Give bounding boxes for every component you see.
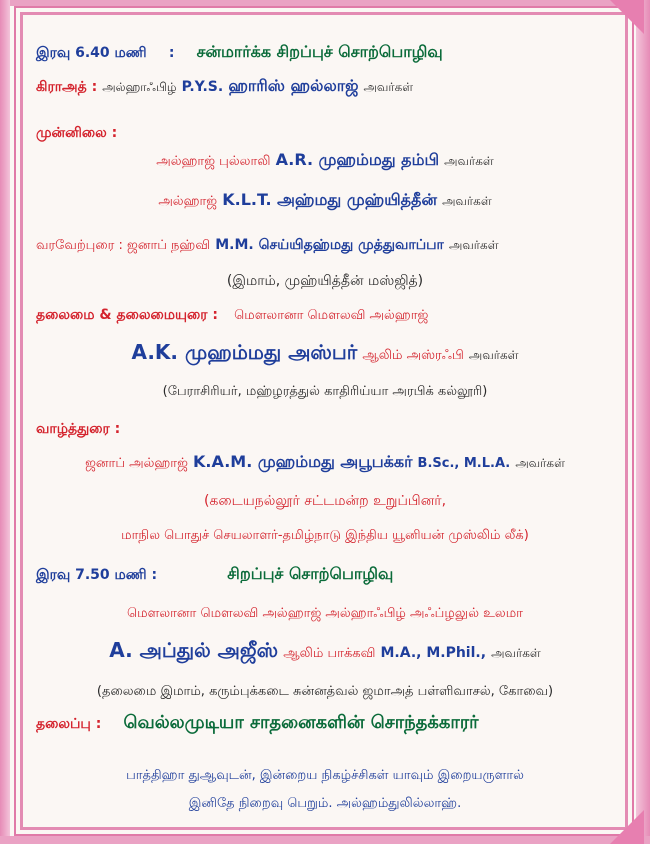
speaker-designation: [0, 680, 650, 700]
presidency-person: [0, 340, 650, 367]
speaker-prefix-line: [0, 602, 650, 622]
greetings-designation-2: [0, 524, 650, 544]
honorific: அவர்கள்: [468, 348, 519, 362]
designation-text: (பேராசிரியர், மஹ்ழரத்துல் காதிரிய்யா அரபிக் கல்லூரி): [162, 384, 488, 399]
topic-line: [36, 712, 479, 735]
qiraat-line: [36, 76, 413, 97]
greetings-person: [0, 452, 650, 473]
initials: P.Y.S.: [181, 79, 224, 95]
presence-label: முன்னிலை :: [36, 125, 118, 141]
greetings-heading: [36, 418, 120, 439]
honorific: அவர்கள்: [515, 456, 565, 470]
designation-text: (இமாம், முஹ்யித்தீன் மஸ்ஜித்): [226, 273, 424, 289]
presidency-designation: [0, 380, 650, 400]
title-prefix: அல்ஹாஃபிழ்: [102, 80, 177, 94]
presence-heading: [36, 122, 117, 143]
designation-text: (தலைமை இமாம், கரும்புக்கடை சுன்னத்வல் ஜமாஅத் பள்ளிவாசல், கோவை): [96, 684, 554, 699]
speaker-line: [0, 638, 650, 665]
closing-text: இனிதே நிறைவு பெறும். அல்ஹம்துலில்லாஹ்.: [188, 796, 462, 811]
closing-text: பாத்திஹா துஆவுடன், இன்றைய நிகழ்ச்சிகள் யாவும் இறையருளால்: [126, 768, 524, 783]
person-degree: B.Sc., M.L.A.: [417, 456, 511, 471]
topic-label: தலைப்பு :: [36, 716, 102, 732]
schedule-line-1: [36, 42, 443, 63]
person-prefix: அல்ஹாஜ்: [158, 194, 218, 209]
border-bottom: [0, 836, 650, 844]
colon: :: [168, 45, 175, 61]
presence-person-2: [0, 190, 650, 211]
time-label-1: இரவு 6.40 மணி: [36, 45, 147, 61]
closing-line-2: [0, 792, 650, 812]
person-name: K.A.M. முஹம்மது அபூபக்கர்: [193, 452, 413, 471]
person-title: ஆலிம் அஸ்ரஃபி: [362, 348, 464, 363]
speaker-name: A. அப்துல் அஜீஸ்: [109, 638, 279, 662]
qiraat-label: கிராஅத் :: [36, 79, 98, 95]
honorific: அவர்கள்: [444, 154, 494, 168]
closing-line-1: [0, 764, 650, 784]
speaker-degree: M.A., M.Phil.,: [380, 645, 487, 661]
speaker-prefix: மௌலானா மௌலவி அல்ஹாஜ் அல்ஹாஃபிழ் அஃப்ழலுல் உலமா: [127, 606, 523, 621]
presence-person-1: [0, 150, 650, 171]
greetings-label: வாழ்த்துரை :: [36, 421, 121, 437]
greetings-designation-1: [0, 490, 650, 511]
welcome-label: வரவேற்புரை : ஜனாப் நஹ்வி: [36, 238, 211, 253]
welcome-line: [36, 234, 499, 255]
person-prefix: ஜனாப் அல்ஹாஜ்: [85, 456, 188, 471]
schedule-line-2: [36, 564, 393, 585]
honorific: அவர்கள்: [442, 194, 492, 208]
qiraat-name: ஹாரிஸ் ஹல்லாஜ்: [228, 76, 359, 95]
presidency-prefix: மௌலானா மௌலவி அல்ஹாஜ்: [234, 308, 429, 323]
session-title-1: சன்மார்க்க சிறப்புச் சொற்பொழிவு: [196, 42, 443, 61]
designation-text: (கடையநல்லூர் சட்டமன்ற உறுப்பினர்,: [203, 493, 447, 509]
honorific: அவர்கள்: [491, 646, 541, 660]
session-title-2: சிறப்புச் சொற்பொழிவு: [227, 564, 394, 583]
topic-title: வெல்லமுடியா சாதனைகளின் சொந்தக்காரர்: [123, 712, 479, 733]
welcome-designation: [0, 270, 650, 291]
person-prefix: அல்ஹாஜ் புல்லாலி: [156, 154, 271, 169]
honorific: அவர்கள்: [448, 238, 499, 252]
welcome-name: M.M. செய்யிதஹ்மது முத்துவாப்பா: [215, 237, 444, 253]
honorific: அவர்கள்: [363, 80, 414, 94]
border-left: [0, 0, 10, 844]
person-name: A.R. முஹம்மது தம்பி: [275, 150, 440, 169]
speaker-title: ஆலிம் பாக்கவி: [283, 646, 376, 661]
presidency-label: தலைமை & தலைமையுரை :: [36, 307, 218, 323]
border-right: [636, 0, 650, 844]
person-name: K.L.T. அஹ்மது முஹ்யித்தீன்: [222, 190, 437, 209]
person-name: A.K. முஹம்மது அஸ்பர்: [131, 340, 358, 364]
presidency-line: [36, 304, 428, 325]
corner-ornament-top-right: [610, 0, 644, 34]
corner-ornament-bottom-right: [610, 810, 644, 844]
time-label-2: இரவு 7.50 மணி :: [36, 567, 158, 583]
designation-text: மாநில பொதுச் செயலாளர்-தமிழ்நாடு இந்திய யூனியன் முஸ்லிம் லீக்): [121, 528, 529, 543]
